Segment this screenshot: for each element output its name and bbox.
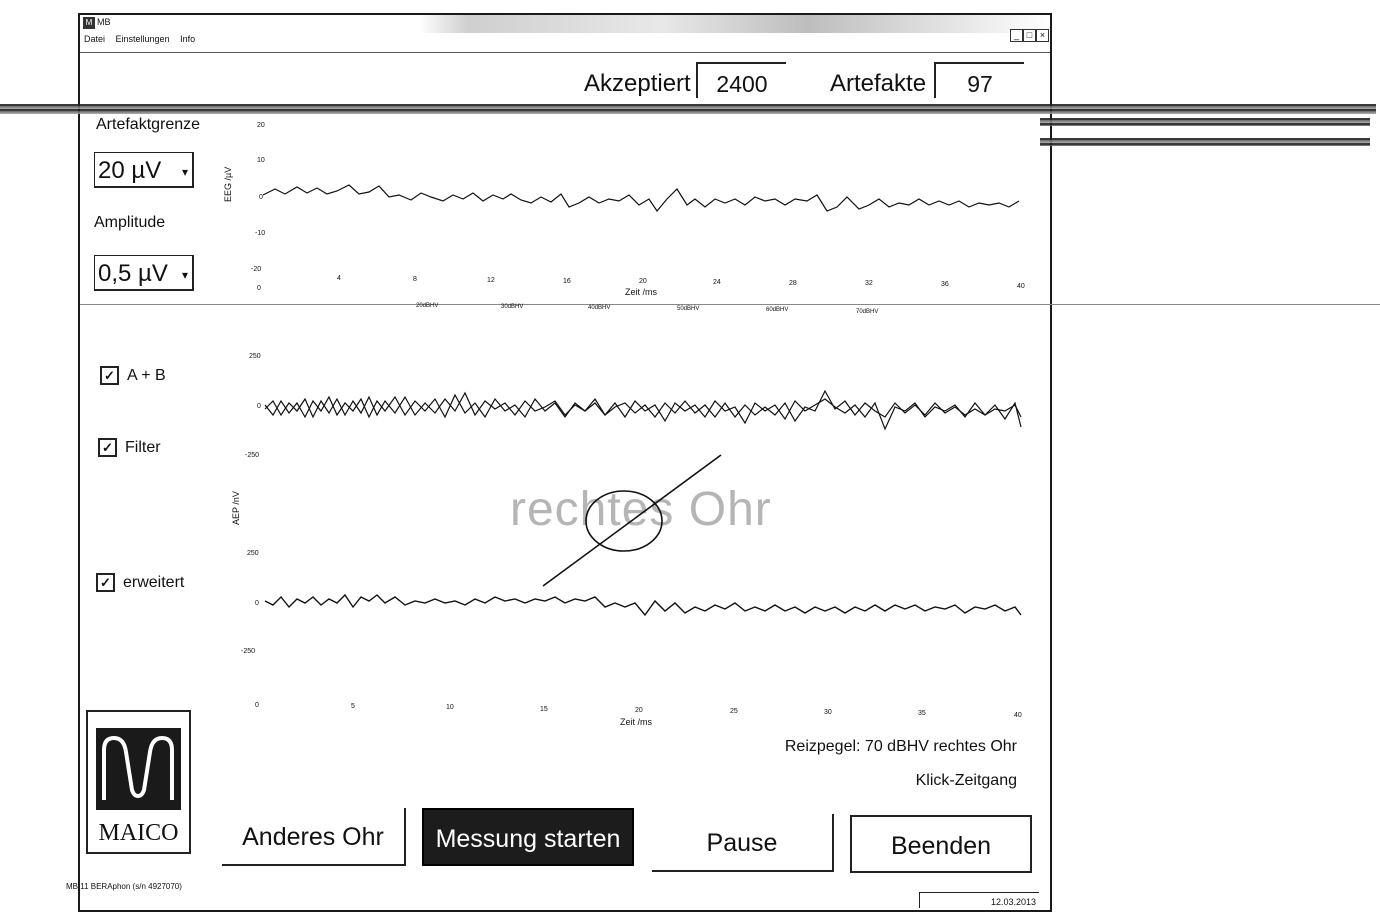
- checkmark-icon[interactable]: ✓: [100, 366, 119, 385]
- aep-ylabel: AEP /nV: [231, 491, 241, 525]
- window-title: MB: [97, 17, 111, 27]
- artifact-limit-select[interactable]: [94, 152, 194, 188]
- level-label: 30dBHV: [501, 304, 524, 310]
- stimulus-mode: Klick-Zeitgang: [915, 772, 1017, 789]
- aep-xtick: 5: [351, 703, 355, 710]
- artifacts-count: 97: [934, 62, 1024, 98]
- checkbox-label: Filter: [125, 438, 161, 456]
- checkbox-erweitert[interactable]: [96, 573, 184, 592]
- aep-ytick: 250: [247, 550, 259, 557]
- menu-info[interactable]: Info: [180, 34, 196, 44]
- checkbox-filter[interactable]: [98, 438, 161, 457]
- pen-circle-mark: [586, 491, 662, 551]
- scan-streak-right-lower: [1040, 138, 1370, 146]
- aep-ytick: 250: [249, 353, 261, 360]
- eeg-ytick: 10: [257, 157, 265, 164]
- eeg-ytick: -10: [255, 230, 266, 237]
- artifacts-label: Artefakte: [830, 70, 927, 97]
- app-icon[interactable]: M: [83, 17, 95, 29]
- chevron-down-icon: ▾: [181, 165, 188, 179]
- checkbox-label: A + B: [127, 366, 166, 384]
- aep-xtick: 15: [540, 706, 548, 713]
- artifact-limit-label: Artefaktgrenze: [96, 116, 201, 133]
- pause-button[interactable]: Pause: [652, 814, 834, 872]
- maico-logo-icon: [88, 712, 189, 817]
- accepted-label: Akzeptiert: [584, 70, 691, 97]
- level-labels: [400, 298, 920, 316]
- artifact-limit-value: 20 µV: [98, 157, 162, 184]
- checkmark-icon[interactable]: ✓: [98, 438, 117, 457]
- eeg-trace: [263, 185, 1019, 211]
- eeg-xtick: 28: [789, 280, 797, 287]
- eeg-xtick: 32: [865, 280, 873, 287]
- checkbox-a-plus-b[interactable]: [100, 366, 166, 385]
- aep-ytick: -250: [245, 452, 260, 459]
- checkmark-icon[interactable]: ✓: [96, 573, 115, 592]
- aep-ytick: 0: [255, 600, 259, 607]
- title-bar: [80, 15, 1050, 33]
- amplitude-value: 0,5 µV: [98, 260, 168, 287]
- eeg-xtick: 16: [563, 278, 571, 285]
- aep-xtick: 40: [1014, 712, 1022, 719]
- level-label: 40dBHV: [588, 305, 611, 311]
- quit-button[interactable]: Beenden: [850, 815, 1032, 873]
- level-label: 20dBHV: [416, 303, 439, 309]
- device-info: MB 11 BERAphon (s/n 4927070): [66, 882, 182, 891]
- level-label: 60dBHV: [766, 307, 789, 313]
- level-label: 50dBHV: [677, 306, 700, 312]
- menu-bar: [84, 34, 203, 44]
- accepted-count: 2400: [696, 62, 786, 98]
- chevron-down-icon: ▾: [181, 268, 188, 282]
- aep-ytick: -250: [241, 648, 256, 655]
- eeg-xtick: 12: [487, 277, 495, 284]
- aep-xtick: 35: [918, 710, 926, 717]
- eeg-ytick: 0: [259, 194, 263, 201]
- pen-strike-line: [543, 455, 721, 586]
- scan-streak-upper: [0, 104, 1376, 114]
- start-measurement-button[interactable]: Messung starten: [422, 808, 634, 866]
- eeg-ytick: -20: [251, 266, 262, 273]
- aep-xtick: 30: [824, 709, 832, 716]
- aep-trace-lower: [265, 595, 1021, 615]
- level-label: 70dBHV: [856, 309, 879, 315]
- logo-text: MAICO: [98, 820, 179, 846]
- menu-einstellungen[interactable]: Einstellungen: [115, 34, 170, 44]
- maico-logo: [86, 710, 191, 854]
- eeg-xtick: 8: [413, 276, 417, 283]
- other-ear-button[interactable]: Anderes Ohr: [222, 808, 406, 866]
- aep-xtick: 0: [255, 702, 259, 709]
- amplitude-select[interactable]: [94, 255, 194, 291]
- aep-xlabel: Zeit /ms: [620, 717, 653, 727]
- eeg-xtick: 24: [713, 279, 721, 286]
- eeg-xlabel: Zeit /ms: [625, 287, 658, 297]
- aep-xtick: 25: [730, 708, 738, 715]
- eeg-xtick: 36: [941, 281, 949, 288]
- eeg-ytick: 20: [257, 122, 265, 129]
- aep-xtick: 20: [635, 707, 643, 714]
- eeg-xtick: 20: [639, 278, 647, 285]
- aep-xtick: 10: [446, 704, 454, 711]
- eeg-xtick: 4: [337, 275, 341, 282]
- menu-datei[interactable]: Datei: [84, 34, 106, 44]
- minimize-button[interactable]: _: [1010, 29, 1023, 42]
- eeg-plot: [225, 115, 1040, 305]
- aep-ytick: 0: [257, 403, 261, 410]
- stimulus-level: Reizpegel: 70 dBHV rechtes Ohr: [784, 738, 1017, 755]
- amplitude-label: Amplitude: [94, 214, 166, 231]
- scan-streak-right: [1040, 118, 1370, 126]
- eeg-xtick: 0: [257, 285, 261, 292]
- menu-divider: [80, 52, 1050, 53]
- close-button[interactable]: ×: [1036, 29, 1049, 42]
- eeg-ylabel: EEG /µV: [223, 166, 233, 202]
- ear-watermark: rechtes Ohr: [510, 483, 772, 536]
- status-date: 12.03.2013: [919, 892, 1039, 908]
- aep-plot: [225, 345, 1040, 735]
- maximize-button[interactable]: □: [1023, 29, 1036, 42]
- eeg-xtick: 40: [1017, 283, 1025, 290]
- checkbox-label: erweitert: [123, 573, 185, 591]
